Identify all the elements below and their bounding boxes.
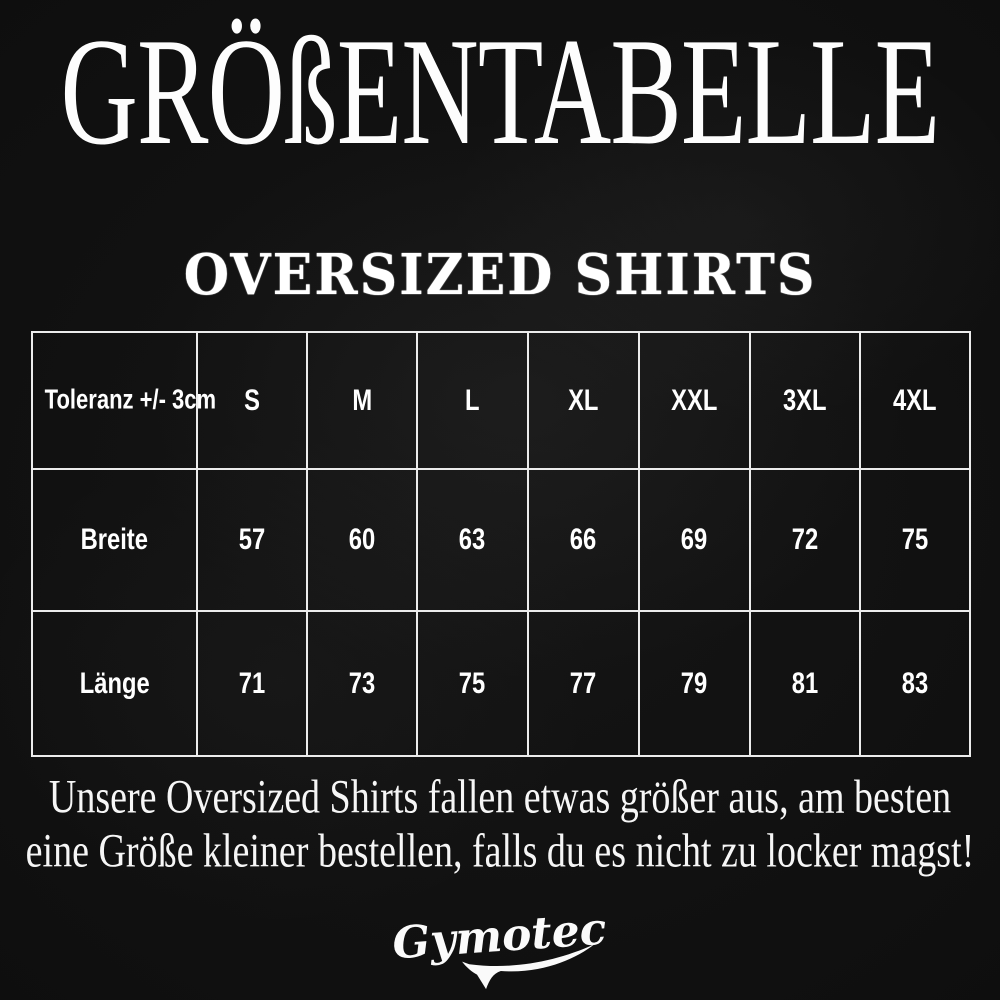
laenge-xxl-value: 79: [681, 666, 708, 700]
row-label-laenge-text: Länge: [79, 666, 150, 700]
breite-s-value: 57: [238, 522, 266, 556]
laenge-3xl: [750, 611, 860, 756]
laenge-xl: [528, 611, 639, 756]
header-size-4xl-label: 4XL: [893, 383, 937, 417]
laenge-m-value: 73: [348, 666, 376, 700]
brand-logo-svg: [370, 895, 630, 995]
breite-m: [307, 469, 417, 612]
header-size-m: [307, 332, 417, 469]
row-label-laenge: [32, 611, 197, 756]
header-size-4xl: [860, 332, 970, 469]
header-size-xxl-label: XXL: [671, 383, 718, 417]
breite-4xl: [860, 469, 970, 612]
note-text: [0, 770, 1000, 878]
table-row-laenge: [32, 611, 970, 756]
breite-l: [417, 469, 528, 612]
note-line-2: eine Größe kleiner bestellen, falls du es nicht zu locker magst!: [25, 823, 975, 878]
breite-xl-value: 66: [570, 522, 597, 556]
brand-logo: [0, 895, 1000, 995]
breite-xxl: [639, 469, 750, 612]
header-size-s-label: S: [244, 383, 260, 417]
breite-xl: [528, 469, 639, 612]
section-subtitle: OVERSIZED SHIRTS: [183, 242, 817, 309]
breite-3xl: [750, 469, 860, 612]
laenge-s-value: 71: [238, 666, 266, 700]
header-size-l: [417, 332, 528, 469]
size-table: [31, 331, 971, 757]
section-subtitle-wrap: [0, 242, 1000, 309]
header-size-3xl: [750, 332, 860, 469]
laenge-4xl-value: 83: [901, 666, 929, 700]
brand-logo-text: Gymotec: [390, 903, 609, 970]
header-size-xxl: [639, 332, 750, 469]
laenge-xl-value: 77: [570, 666, 597, 700]
breite-xxl-value: 69: [681, 522, 708, 556]
header-size-xl: [528, 332, 639, 469]
breite-l-value: 63: [459, 522, 486, 556]
header-size-xl-label: XL: [568, 383, 599, 417]
note-line-1: Unsere Oversized Shirts fallen etwas größer aus, am besten: [48, 769, 952, 824]
row-label-breite: [32, 469, 197, 612]
laenge-s: [197, 611, 307, 756]
laenge-3xl-value: 81: [791, 666, 819, 700]
breite-m-value: 60: [348, 522, 376, 556]
breite-4xl-value: 75: [901, 522, 929, 556]
breite-s: [197, 469, 307, 612]
header-size-3xl-label: 3XL: [783, 383, 827, 417]
table-row-breite: [32, 469, 970, 612]
page-title-wrap: [0, 8, 1000, 178]
breite-3xl-value: 72: [791, 522, 819, 556]
laenge-l-value: 75: [459, 666, 486, 700]
page-title: GRÖßENTABELLE: [60, 7, 940, 178]
table-header-row: [32, 332, 970, 469]
row-label-breite-text: Breite: [80, 522, 149, 556]
header-size-m-label: M: [352, 383, 372, 417]
laenge-l: [417, 611, 528, 756]
laenge-m: [307, 611, 417, 756]
laenge-4xl: [860, 611, 970, 756]
header-tolerance: [32, 332, 217, 469]
laenge-xxl: [639, 611, 750, 756]
header-size-l-label: L: [465, 383, 480, 417]
header-tolerance-label: Toleranz +/- 3cm: [44, 384, 217, 416]
